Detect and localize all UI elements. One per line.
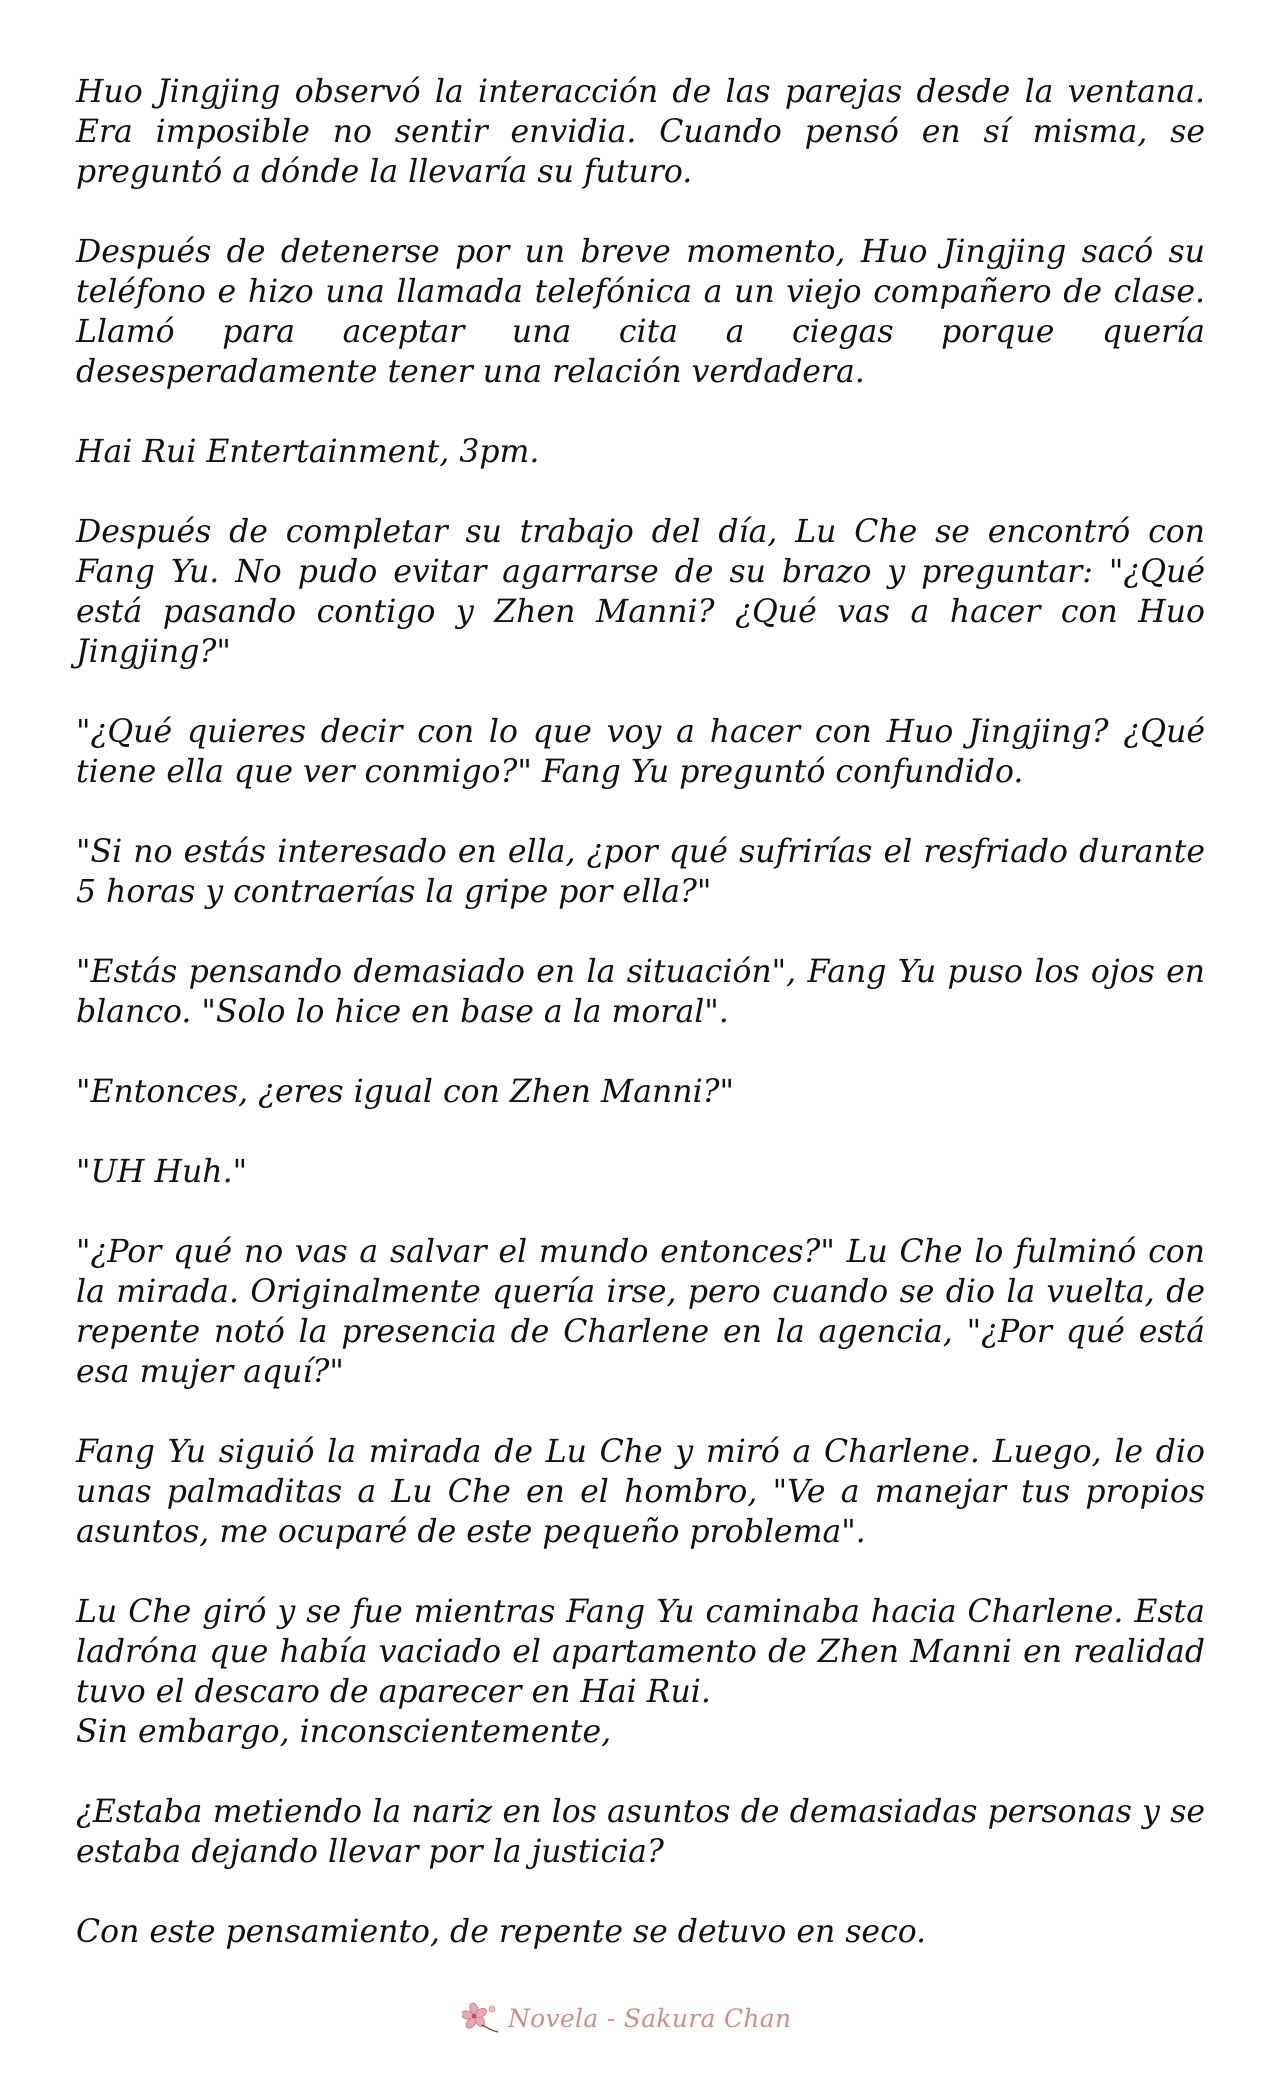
watermark-text: Novela - Sakura Chan bbox=[508, 2003, 792, 2033]
paragraph: Sin embargo, inconscientemente, bbox=[76, 1714, 612, 1750]
paragraph: "Estás pensando demasiado en la situación", Fang Yu puso los ojos en blanco. "Solo lo hice en base a la moral". bbox=[76, 954, 1205, 1030]
paragraph: Fang Yu siguió la mirada de Lu Che y miró a Charlene. Luego, le dio unas palmaditas a Lu Che en el hombro, "Ve a manejar tus propios asuntos, me ocuparé de este pequeño problema". bbox=[76, 1434, 1205, 1550]
sakura-flower-icon bbox=[462, 2001, 500, 2035]
paragraph: "Si no estás interesado en ella, ¿por qué sufrirías el resfriado durante 5 horas y contraerías la gripe por ella?" bbox=[76, 834, 1205, 910]
paragraph: Después de detenerse por un breve momento, Huo Jingjing sacó su teléfono e hizo una llamada telefónica a un viejo compañero de clase. Llamó para aceptar una cita a ciegas porque quería desesperadamente tener una relación verdadera. bbox=[76, 234, 1205, 390]
paragraph: "¿Qué quieres decir con lo que voy a hacer con Huo Jingjing? ¿Qué tiene ella que ver conmigo?" Fang Yu preguntó confundido. bbox=[76, 714, 1205, 790]
paragraph: Huo Jingjing observó la interacción de las parejas desde la ventana. Era imposible no sentir envidia. Cuando pensó en sí misma, se preguntó a dónde la llevaría su futuro. bbox=[76, 74, 1205, 190]
paragraph: Hai Rui Entertainment, 3pm. bbox=[76, 434, 540, 470]
paragraph: Con este pensamiento, de repente se detuvo en seco. bbox=[76, 1914, 927, 1950]
watermark-footer bbox=[462, 1992, 822, 2044]
paragraph: "UH Huh." bbox=[76, 1154, 248, 1190]
paragraph: Lu Che giró y se fue mientras Fang Yu caminaba hacia Charlene. Esta ladróna que había vaciado el apartamento de Zhen Manni en realidad tuvo el descaro de aparecer en Hai Rui. bbox=[76, 1594, 1205, 1710]
paragraph: ¿Estaba metiendo la nariz en los asuntos de demasiadas personas y se estaba dejando llevar por la justicia? bbox=[76, 1794, 1205, 1870]
paragraph: "¿Por qué no vas a salvar el mundo entonces?" Lu Che lo fulminó con la mirada. Originalmente quería irse, pero cuando se dio la vuelta, de repente notó la presencia de Charlene en la agencia, "¿Por qué está esa mujer aquí?" bbox=[76, 1234, 1205, 1390]
paragraph: Después de completar su trabajo del día, Lu Che se encontró con Fang Yu. No pudo evitar agarrarse de su brazo y preguntar: "¿Qué está pasando contigo y Zhen Manni? ¿Qué vas a hacer con Huo Jingjing?" bbox=[76, 514, 1205, 670]
paragraph: "Entonces, ¿eres igual con Zhen Manni?" bbox=[76, 1074, 735, 1110]
